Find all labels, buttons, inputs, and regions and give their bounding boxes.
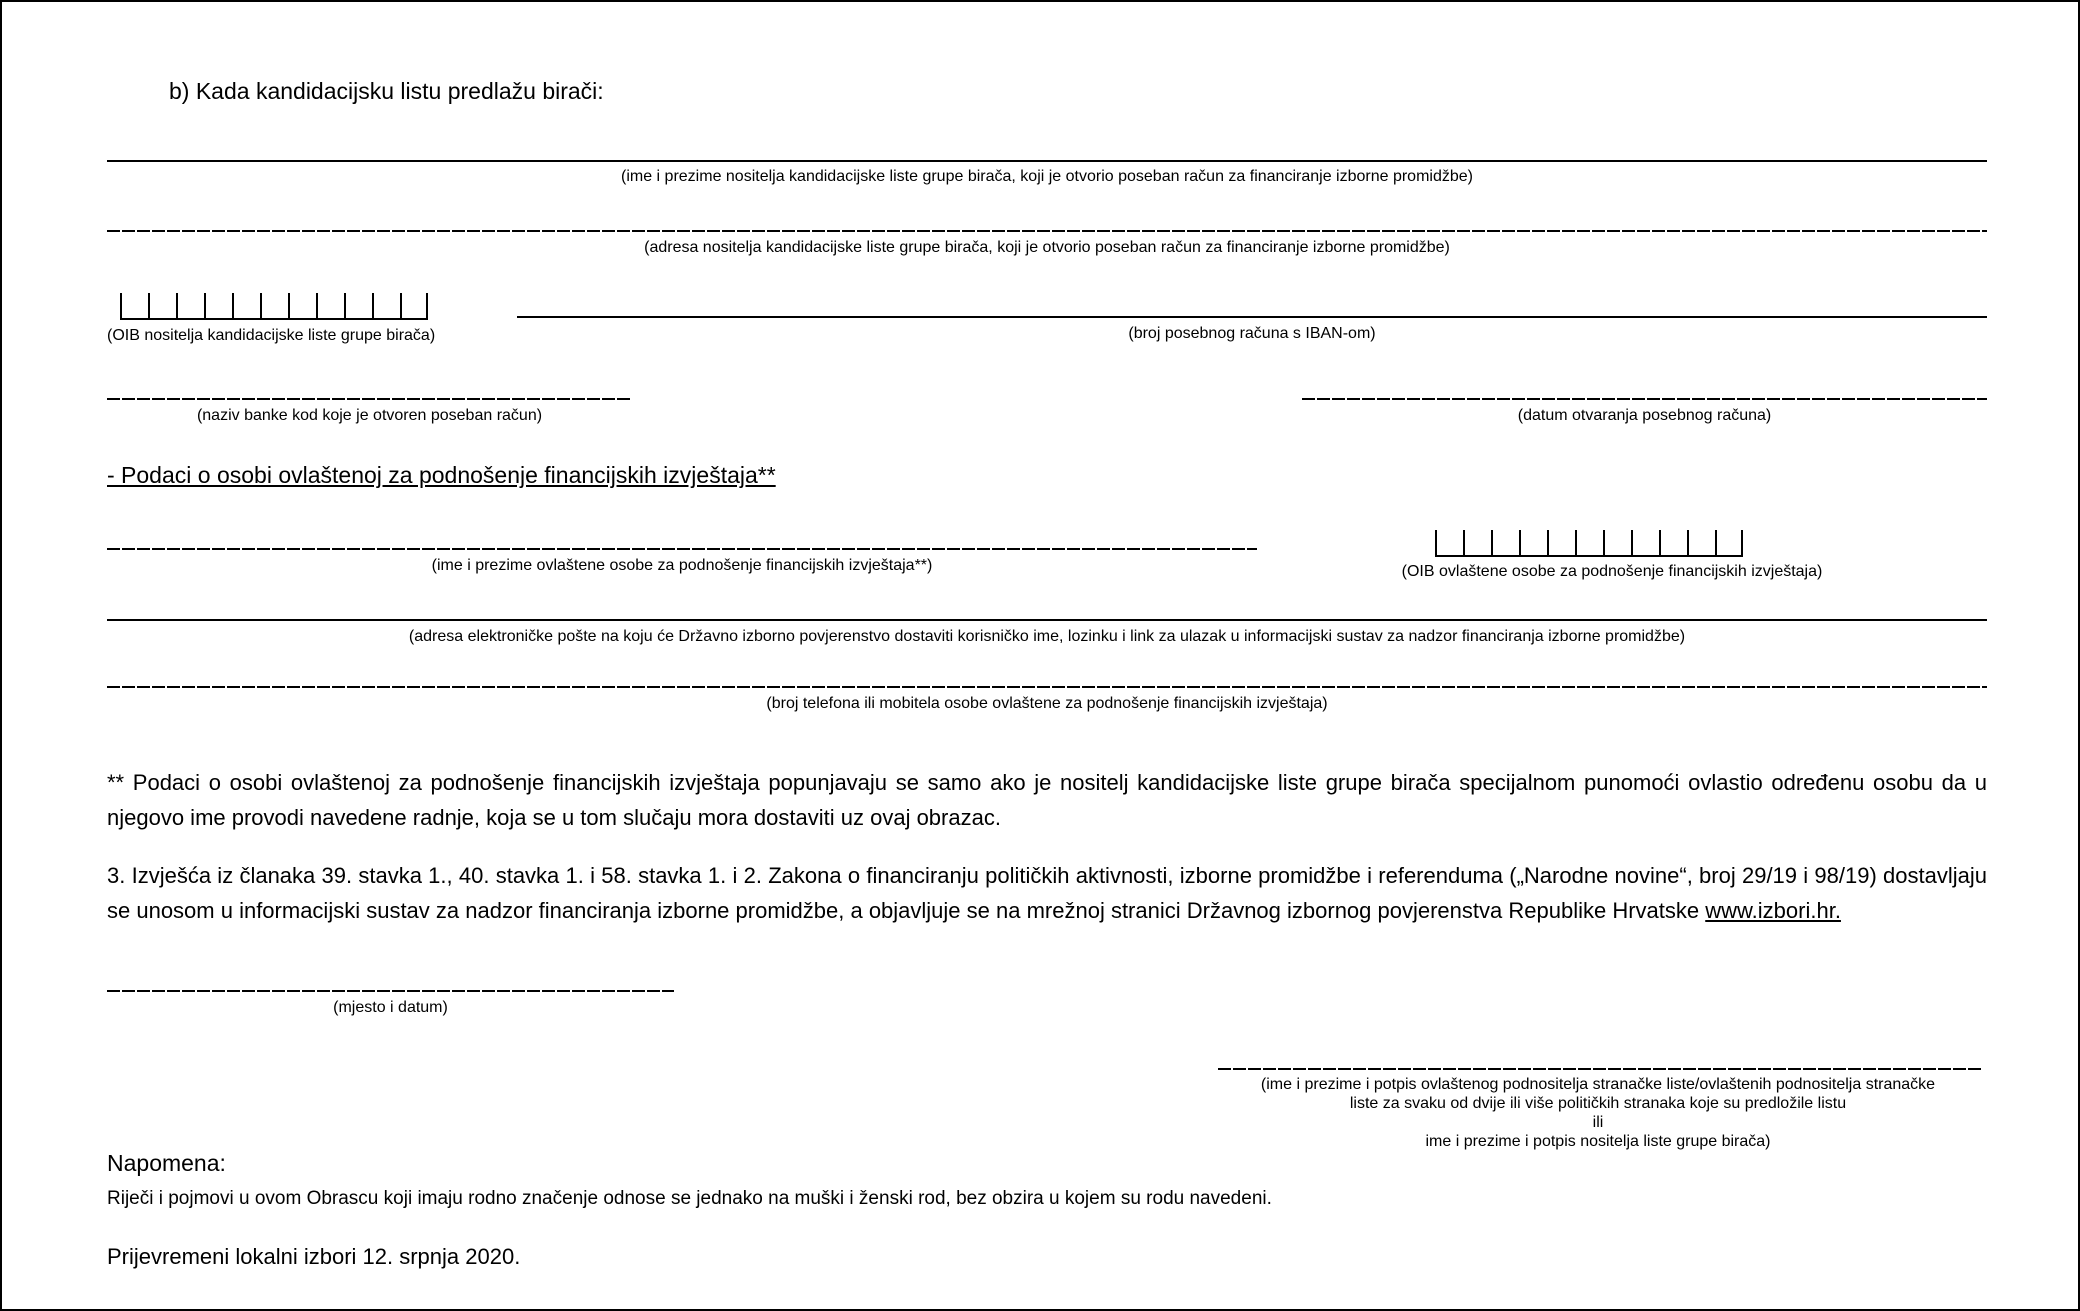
place-date-caption: (mjesto i datum): [333, 999, 448, 1016]
oib-digit-cell: [176, 293, 204, 318]
napomena-text: Riječi i pojmovi u ovom Obrascu koji imaju rodno značenje odnose se jednako na muški i ženski rod, bez obzira u kojem su rodu navedeni.: [107, 1188, 1272, 1209]
authorized-oib-caption: (OIB ovlaštene osobe za podnošenje financijskih izvještaja): [1401, 563, 1823, 580]
signature-caption-line1: (ime i prezime i potpis ovlaštenog podnositelja stranačke liste/ovlaštenih podnositelja stranačke: [1260, 1076, 1936, 1093]
oib-digit-cell: [288, 293, 316, 318]
phone-field-line: [107, 686, 1987, 688]
footnote-paragraph: ** Podaci o osobi ovlaštenoj za podnošenje financijskih izvještaja popunjavaju se samo ako je nositelj kandidacijske liste grupe birača specijalnom punomoći ovlastio određenu osobu da u njegovo ime provodi navedene radnje, koja se u tom slučaju mora dostaviti uz ovaj obrazac.: [107, 770, 1987, 830]
bank-name-field-line: [107, 398, 632, 400]
napomena-heading: Napomena:: [107, 1150, 226, 1176]
iban-field-line: [517, 316, 1987, 318]
authorized-name-caption: (ime i prezime ovlaštene osobe za podnošenje financijskih izvještaja**): [431, 557, 933, 574]
signature-caption-line2: liste za svaku od dvije ili više političkih stranaka koje su predložile listu: [1349, 1095, 1847, 1112]
reports-paragraph-text: 3. Izvješća iz članaka 39. stavka 1., 40. stavka 1. i 58. stavka 1. i 2. Zakona o financiranju političkih aktivnosti, izborne promidžbe i referenduma („Narodne novine“, broj 29/19 i 98/19) dostavljaju se unosom u informacijski sustav za nadzor financiranja izborne promidžbe, a objavljuje se na mrežnoj stranici Državnog izbornog povjerenstva Republike Hrvatske: [107, 863, 1987, 923]
oib-digit-cell: [260, 293, 288, 318]
oib-digit-cell: [1519, 530, 1547, 555]
oib-digit-cell: [1491, 530, 1519, 555]
signature-caption: [1198, 1075, 1998, 1151]
holder-name-field-line: [107, 160, 1987, 162]
oib-digit-cell: [1603, 530, 1631, 555]
email-caption: (adresa elektroničke pošte na koju će Državno izborno povjerenstvo dostaviti korisničko ime, lozinku i link za ulazak u informacijski sustav za nadzor financiranja izborne promidžbe): [408, 628, 1686, 645]
authorized-oib-comb: [1435, 530, 1743, 557]
iban-caption: (broj posebnog računa s IBAN-om): [1128, 325, 1376, 342]
holder-oib-caption: (OIB nositelja kandidacijske liste grupe birača): [107, 327, 436, 344]
signature-caption-line4: ime i prezime i potpis nositelja liste grupe birača): [1425, 1133, 1771, 1150]
account-date-field-line: [1302, 398, 1987, 400]
holder-address-field-line: [107, 230, 1987, 232]
oib-digit-cell: [1575, 530, 1603, 555]
holder-address-caption: (adresa nositelja kandidacijske liste grupe birača, koji je otvorio poseban račun za financiranje izborne promidžbe): [644, 239, 1450, 256]
holder-oib-comb: [120, 293, 428, 320]
oib-digit-cell: [120, 293, 148, 318]
reports-paragraph: [107, 858, 1987, 928]
account-date-caption: (datum otvaranja posebnog računa): [1517, 407, 1772, 424]
oib-digit-cell: [1715, 530, 1743, 555]
authorized-name-field-line: [107, 548, 1257, 550]
oib-digit-cell: [1687, 530, 1715, 555]
oib-digit-cell: [1631, 530, 1659, 555]
oib-digit-cell: [400, 293, 428, 318]
izbori-link[interactable]: www.izbori.hr.: [1705, 898, 1841, 923]
oib-digit-cell: [1659, 530, 1687, 555]
phone-caption: (broj telefona ili mobitela osobe ovlaštene za podnošenje financijskih izvještaja): [766, 695, 1328, 712]
oib-digit-cell: [204, 293, 232, 318]
holder-name-caption: (ime i prezime nositelja kandidacijske liste grupe birača, koji je otvorio poseban račun za financiranje izborne promidžbe): [621, 168, 1473, 185]
oib-digit-cell: [1547, 530, 1575, 555]
oib-digit-cell: [232, 293, 260, 318]
oib-digit-cell: [316, 293, 344, 318]
oib-digit-cell: [1463, 530, 1491, 555]
signature-field-line: [1218, 1068, 1981, 1070]
signature-caption-line3: ili: [1592, 1114, 1604, 1131]
oib-digit-cell: [372, 293, 400, 318]
bank-name-caption: (naziv banke kod koje je otvoren poseban račun): [196, 407, 543, 424]
authorized-person-section-heading: - Podaci o osobi ovlaštenoj za podnošenje financijskih izvještaja**: [107, 462, 776, 488]
oib-digit-cell: [344, 293, 372, 318]
oib-digit-cell: [1435, 530, 1463, 555]
oib-digit-cell: [148, 293, 176, 318]
place-date-field-line: [107, 990, 674, 992]
email-field-line: [107, 619, 1987, 621]
section-b-title: b) Kada kandidacijsku listu predlažu birači:: [169, 78, 604, 104]
election-footer: Prijevremeni lokalni izbori 12. srpnja 2020.: [107, 1244, 521, 1269]
